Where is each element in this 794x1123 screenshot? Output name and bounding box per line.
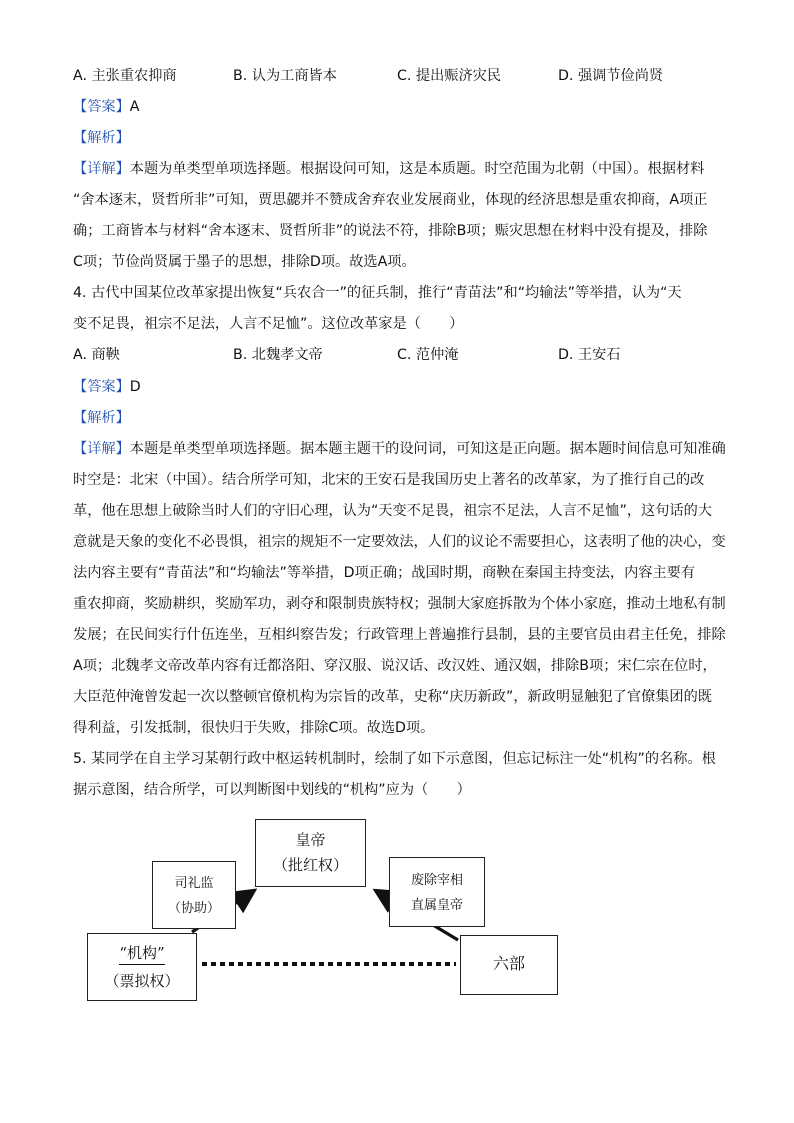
q4-detail-line: 重农抑商，奖励耕织，奖励军功，剥夺和限制贵族特权；强制大家庭拆散为个体小家庭，推动土地私有制 bbox=[73, 596, 726, 612]
abolish-line2: 直属皇帝 bbox=[410, 898, 463, 913]
q4-option-d: D. 王安石 bbox=[558, 347, 621, 363]
detail-tag: 【详解】 bbox=[73, 161, 130, 177]
q4-option-c: C. 范仲淹 bbox=[397, 347, 459, 363]
answer-value: A bbox=[129, 99, 140, 115]
q4-detail-line: 发展；在民间实行什伍连坐，互相纠察告发；行政管理上普遍推行县制，县的主要官员由君主任免，排除 bbox=[73, 627, 726, 643]
detail-text: 本题为单类型单项选择题。根据设问可知，这是本质题。时空范围为北朝（中国）。根据材料 bbox=[129, 161, 705, 177]
analysis-tag: 【解析】 bbox=[73, 130, 130, 146]
answer-tag: 【答案】 bbox=[73, 99, 130, 115]
jigou-title-underlined: “机构” bbox=[119, 942, 164, 965]
box-abolish-chancellor bbox=[389, 857, 485, 927]
abolish-line1: 废除宰相 bbox=[410, 873, 463, 888]
q4-detail-line: 时空是：北宋（中国）。结合所学可知，北宋的王安石是我国历史上著名的改革家，为了推行自己的改 bbox=[73, 472, 705, 488]
q3-option-a: A. 主张重农抑商 bbox=[73, 68, 177, 84]
q4-detail-line: A项；北魏孝文帝改革内容有迁都洛阳、穿汉服、说汉话、改汉姓、通汉姻，排除B项；宋仁宗在位时， bbox=[73, 658, 717, 674]
q4-option-b: B. 北魏孝文帝 bbox=[233, 347, 323, 363]
q4-detail-line: 法内容主要有“青苗法”和“均输法”等举措，D项正确；战国时期，商鞅在秦国主持变法，内容主要有 bbox=[73, 565, 696, 581]
silijian-title: 司礼监 bbox=[174, 876, 214, 891]
q3-detail-line: C项；节俭尚贤属于墨子的思想，排除D项。故选A项。 bbox=[73, 254, 416, 270]
liubu-title: 六部 bbox=[492, 954, 525, 973]
q4-stem-line: 变不足畏，祖宗不足法，人言不足恤”。这位改革家是（ ） bbox=[73, 316, 464, 332]
box-silijian bbox=[152, 861, 236, 929]
q4-detail-line: 得利益，引发抵制，很快归于失败，排除C项。故选D项。 bbox=[73, 720, 435, 736]
emperor-title: 皇帝 bbox=[295, 831, 326, 849]
q4-option-a: A. 商鞅 bbox=[73, 347, 120, 363]
emperor-power: （批红权） bbox=[272, 856, 348, 874]
analysis-tag: 【解析】 bbox=[73, 410, 130, 426]
answer-value: D bbox=[129, 379, 141, 395]
box-jigou bbox=[87, 933, 197, 1001]
q4-detail-line: 意就是天象的变化不必畏惧，祖宗的规矩不一定要效法，人们的议论不需要担心，这表明了他的决心，变 bbox=[73, 534, 726, 550]
box-liubu bbox=[460, 935, 558, 995]
answer-tag: 【答案】 bbox=[73, 379, 130, 395]
detail-tag: 【详解】 bbox=[73, 441, 130, 457]
q4-stem-line: 4. 古代中国某位改革家提出恢复“兵农合一”的征兵制，推行“青苗法”和“均输法”等举措，认为“天 bbox=[73, 285, 682, 301]
q3-option-b: B. 认为工商皆本 bbox=[233, 68, 337, 84]
q3-detail-line: 确；工商皆本与材料“舍本逐末、贤哲所非”的说法不符，排除B项；赈灾思想在材料中没有提及，排除 bbox=[73, 223, 708, 239]
q3-option-c: C. 提出赈济灾民 bbox=[397, 68, 502, 84]
box-emperor bbox=[255, 819, 366, 887]
q5-stem-line: 5. 某同学在自主学习某朝行政中枢运转机制时，绘制了如下示意图，但忘记标注一处“机构”的名称。根 bbox=[73, 751, 716, 767]
q4-detail-line: 大臣范仲淹曾发起一次以整顿官僚机构为宗旨的改革，史称“庆历新政”，新政明显触犯了官僚集团的既 bbox=[73, 689, 712, 705]
jigou-power: （票拟权） bbox=[104, 972, 180, 990]
detail-text: 本题是单类型单项选择题。据本题主题干的设问词，可知这是正向题。据本题时间信息可知准确 bbox=[129, 441, 726, 457]
silijian-role: （协助） bbox=[167, 901, 220, 916]
q3-option-d: D. 强调节俭尚贤 bbox=[558, 68, 664, 84]
q4-detail-line: 革，他在思想上破除当时人们的守旧心理，认为“天变不足畏，祖宗不足法，人言不足恤”，这句话的大 bbox=[73, 503, 712, 519]
q3-detail-line: “舍本逐末，贤哲所非”可知，贾思勰并不赞成舍弃农业发展商业，体现的经济思想是重农抑商，A项正 bbox=[73, 192, 708, 208]
q5-stem-line: 据示意图，结合所学，可以判断图中划线的“机构”应为（ ） bbox=[73, 782, 471, 798]
